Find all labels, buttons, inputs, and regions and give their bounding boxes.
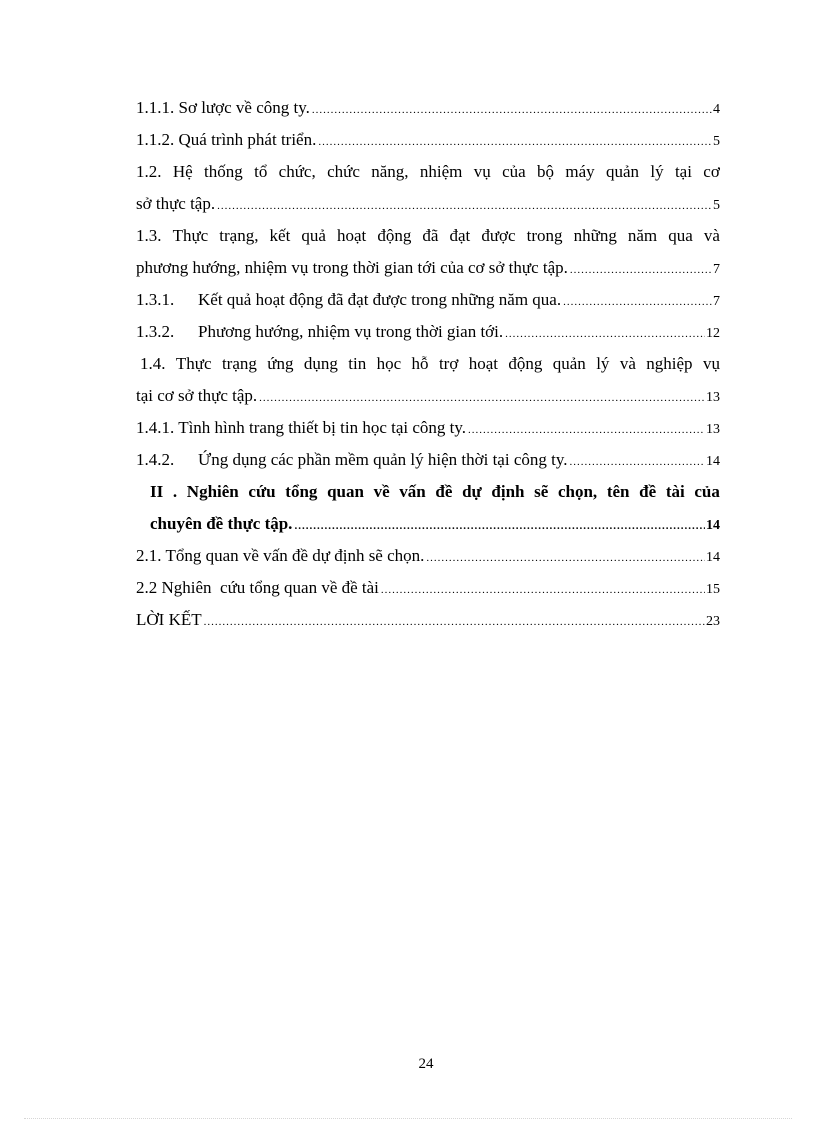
toc-word: nghiệp <box>646 354 693 373</box>
toc-word: quản <box>605 162 640 181</box>
toc-entry-label: Ứng dụng các phần mềm quản lý hiện thời tại công ty. <box>198 450 568 469</box>
toc-entry-label: 1.4.1. Tình hình trang thiết bị tin học tại công ty. <box>136 418 467 437</box>
toc-entry-second-line[interactable] <box>136 508 720 540</box>
toc-word: 1.2. <box>136 162 162 181</box>
toc-entry[interactable] <box>136 444 720 476</box>
toc-leader-dots <box>570 446 706 478</box>
toc-entry-number: 1.4.2. <box>136 450 175 469</box>
toc-word: những <box>573 226 617 245</box>
toc-word: tổ <box>254 162 268 181</box>
toc-word: hoạt <box>468 354 498 373</box>
toc-word: tên <box>606 482 630 501</box>
toc-word: thống <box>204 162 243 181</box>
toc-word: chức <box>327 162 360 181</box>
toc-entry-label: 1.1.1. Sơ lược về công ty. <box>136 98 310 117</box>
toc-word: vấn <box>399 482 426 501</box>
page-number: 24 <box>418 1056 434 1072</box>
toc-entry-label: Phương hướng, nhiệm vụ trong thời gian tới. <box>198 322 504 341</box>
toc-word: trạng <box>221 354 257 373</box>
toc-word: trong <box>526 226 563 245</box>
toc-word: Nghiên <box>186 482 239 501</box>
toc-entry-label: phương hướng, nhiệm vụ trong thời gian tới của cơ sở thực tập. <box>136 258 568 277</box>
toc-word: hỗ <box>411 354 429 373</box>
toc-word: cơ <box>703 162 720 181</box>
toc-word: ứng <box>267 354 294 373</box>
toc-word: lý <box>596 354 610 373</box>
toc-leader-dots <box>318 126 712 158</box>
toc-leader-dots <box>381 574 705 606</box>
toc-word: trạng, <box>219 226 259 245</box>
toc-page-number: 7 <box>713 262 720 277</box>
toc-entry[interactable] <box>136 540 720 572</box>
toc-entry[interactable] <box>136 572 720 604</box>
toc-word: của <box>694 482 720 501</box>
toc-entry-label: tại cơ sở thực tập. <box>136 386 258 405</box>
toc-word: động <box>377 226 412 245</box>
toc-word: định <box>491 482 525 501</box>
toc-word: 1.4. <box>140 354 166 373</box>
toc-leader-dots <box>259 382 705 414</box>
toc-word: Thực <box>175 354 212 373</box>
toc-word: tin <box>348 354 367 373</box>
toc-entry-second-line[interactable] <box>136 252 720 284</box>
toc-word: qua <box>668 226 693 245</box>
toc-page-number: 7 <box>713 294 720 309</box>
toc-entry-first-line[interactable] <box>136 348 720 380</box>
toc-word: tại <box>674 162 692 181</box>
toc-entry-label: sở thực tập. <box>136 194 216 213</box>
toc-word: quản <box>552 354 586 373</box>
toc-entry-label: 1.1.2. Quá trình phát triển. <box>136 130 317 149</box>
toc-page-number: 4 <box>713 102 720 117</box>
table-of-contents <box>136 92 720 636</box>
toc-entry-second-line[interactable] <box>136 380 720 412</box>
toc-entry-label: chuyên đề thực tập. <box>150 514 293 533</box>
toc-leader-dots <box>505 318 705 350</box>
toc-entry-label: 2.2 Nghiên cứu tổng quan về đề tài <box>136 578 379 597</box>
toc-word: năng, <box>371 162 409 181</box>
toc-leader-dots <box>204 606 705 638</box>
toc-page-number: 5 <box>713 134 720 149</box>
toc-entry[interactable] <box>136 412 720 444</box>
toc-entry-first-line[interactable] <box>136 220 720 252</box>
toc-entry-first-line[interactable] <box>136 476 720 508</box>
toc-word: đã <box>422 226 439 245</box>
toc-entry-number: 1.3.2. <box>136 322 175 341</box>
toc-page-number: 15 <box>706 582 720 597</box>
toc-word: sẽ <box>534 482 549 501</box>
toc-word: cứu <box>248 482 276 501</box>
toc-word: đề <box>639 482 657 501</box>
toc-leader-dots <box>294 510 705 542</box>
toc-leader-dots <box>312 94 712 126</box>
toc-word: vụ <box>473 162 491 181</box>
toc-entry-label: LỜI KẾT <box>136 610 202 629</box>
toc-word: Hệ <box>172 162 193 181</box>
toc-word: năm <box>627 226 658 245</box>
toc-leader-dots <box>426 542 705 574</box>
toc-word: lý <box>650 162 664 181</box>
toc-entry-second-line[interactable] <box>136 188 720 220</box>
toc-word: Thực <box>172 226 209 245</box>
toc-page-number: 12 <box>706 326 720 341</box>
toc-leader-dots <box>563 286 712 318</box>
toc-leader-dots <box>217 190 712 222</box>
toc-word: trợ <box>438 354 459 373</box>
toc-word: vụ <box>702 354 720 373</box>
toc-page-number: 13 <box>706 390 720 405</box>
toc-word: đề <box>435 482 453 501</box>
toc-entry[interactable] <box>136 92 720 124</box>
toc-page-number: 5 <box>713 198 720 213</box>
toc-word: hoạt <box>336 226 367 245</box>
toc-word: kết <box>269 226 291 245</box>
toc-entry-label: Kết quả hoạt động đã đạt được trong những năm qua. <box>198 290 562 309</box>
toc-entry-label: 2.1. Tổng quan về vấn đề dự định sẽ chọn. <box>136 546 425 565</box>
toc-word: . <box>172 482 178 501</box>
toc-word: và <box>619 354 636 373</box>
toc-word: động <box>508 354 543 373</box>
toc-page-number: 13 <box>706 422 720 437</box>
toc-word: của <box>502 162 526 181</box>
toc-entry[interactable] <box>136 284 720 316</box>
toc-entry[interactable] <box>136 604 720 636</box>
toc-word: bộ <box>537 162 554 181</box>
toc-word: học <box>376 354 402 373</box>
toc-word: chọn, <box>557 482 598 501</box>
toc-page-number: 14 <box>706 454 720 469</box>
toc-word: quan <box>327 482 364 501</box>
toc-word: dụng <box>303 354 338 373</box>
toc-word: tổng <box>285 482 318 501</box>
toc-word: máy <box>565 162 595 181</box>
toc-word: II <box>150 482 164 501</box>
toc-page-number: 14 <box>706 518 720 533</box>
toc-leader-dots <box>570 254 712 286</box>
toc-entry[interactable] <box>136 316 720 348</box>
page-edge-divider <box>24 1118 792 1119</box>
toc-word: về <box>373 482 390 501</box>
toc-word: chức, <box>278 162 316 181</box>
toc-word: 1.3. <box>136 226 162 245</box>
toc-word: được <box>481 226 516 245</box>
toc-word: quả <box>301 226 326 245</box>
toc-leader-dots <box>468 414 705 446</box>
toc-word: và <box>703 226 720 245</box>
toc-entry-first-line[interactable] <box>136 156 720 188</box>
toc-word: nhiệm <box>419 162 463 181</box>
toc-page-number: 23 <box>706 614 720 629</box>
toc-word: đạt <box>449 226 471 245</box>
toc-entry[interactable] <box>136 124 720 156</box>
toc-entry-number: 1.3.1. <box>136 290 175 309</box>
toc-word: tài <box>665 482 685 501</box>
toc-word: dự <box>462 482 482 501</box>
toc-page-number: 14 <box>706 550 720 565</box>
